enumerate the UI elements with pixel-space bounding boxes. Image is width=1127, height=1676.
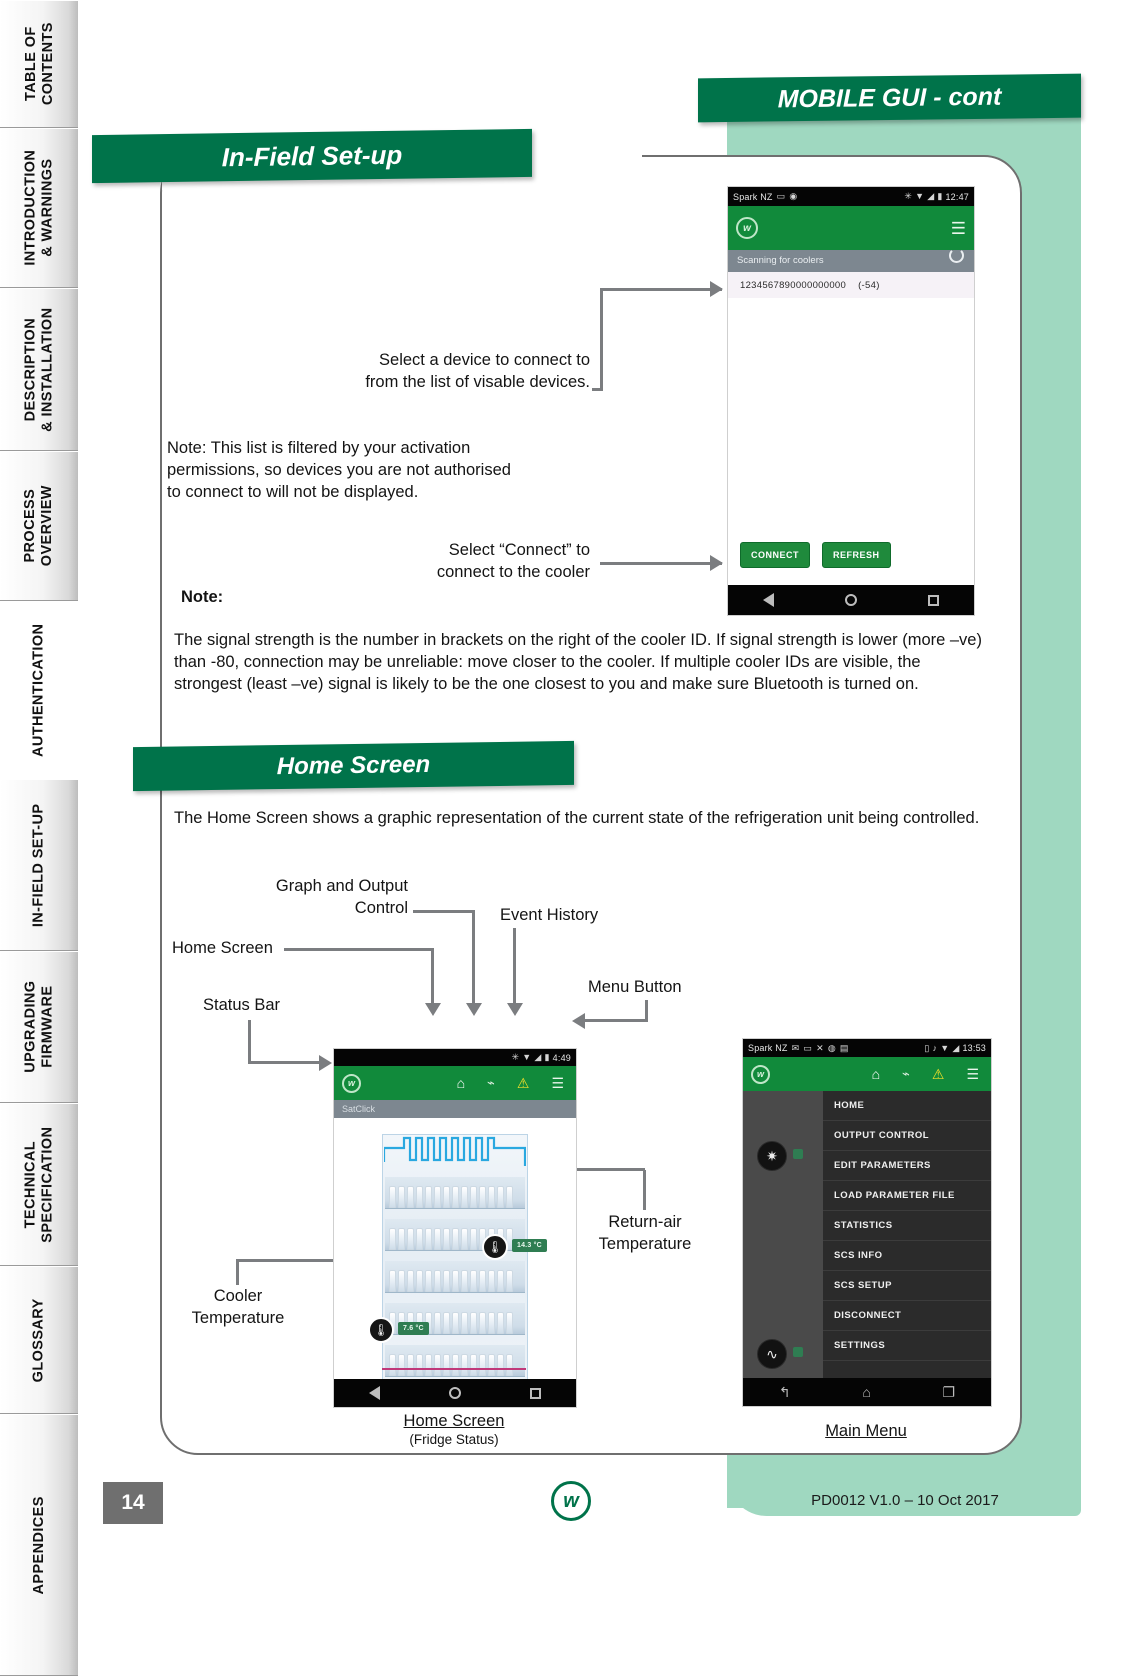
status-bar [728, 187, 974, 206]
signal-icon: ◢ [534, 1052, 542, 1062]
unit-name: SatClick [342, 1104, 376, 1114]
bottle-icon [398, 1270, 405, 1292]
scanning-label: Scanning for coolers [737, 255, 824, 266]
bottle-icon [479, 1312, 486, 1334]
callout-line-select-device-stub [592, 388, 602, 391]
callout-status-bar: Status Bar [203, 996, 281, 1014]
bottle-icon [443, 1354, 450, 1376]
bottle-icon [497, 1312, 504, 1334]
bottle-icon [398, 1186, 405, 1208]
bottle-icon [416, 1186, 423, 1208]
sidebar-item-label: INTRODUCTION & WARNINGS [22, 150, 55, 266]
sidebar-item-label: UPGRADING FIRMWARE [22, 980, 55, 1074]
mail-icon: ✉ [791, 1042, 800, 1053]
compressor-output-knob[interactable]: ∿ [757, 1339, 787, 1369]
app-logo-icon: w [736, 217, 758, 239]
bottle-icon [389, 1270, 396, 1292]
bottle-icon [488, 1270, 495, 1292]
bottle-icon [452, 1228, 459, 1250]
callout-line-cooler-temp-v [236, 1259, 239, 1285]
warning-icon[interactable]: ⚠ [931, 1065, 945, 1082]
menu-overlay-body [743, 1091, 991, 1396]
callout-line-event-history [513, 928, 516, 1006]
bottle-icon [470, 1186, 477, 1208]
note-signal-strength-text: The signal strength is the number in brackets on the right of the cooler ID. If signal strength is lower (more –ve) than -80, connection may be unreliable: move closer to the cooler. If multiple cooler IDs are visible, the strongest (least –ve) signal is likely to be the one closest to you and make sure Bluetooth is turned on. [174, 631, 982, 693]
bottle-icon [407, 1228, 414, 1250]
sidebar-item-authentication[interactable] [0, 601, 78, 779]
carrier-label: Spark NZ [748, 1043, 788, 1053]
callout-return-air-temperature: Return-air Temperature [598, 1213, 692, 1253]
bottle-icon [506, 1186, 513, 1208]
bluetooth-icon: ✳ [511, 1052, 520, 1062]
bottle-icon [443, 1270, 450, 1292]
system-nav-bar [728, 585, 974, 615]
compressor-output-badge [793, 1347, 803, 1357]
callout-line-return-air [565, 1168, 645, 1171]
bottle-icon [479, 1186, 486, 1208]
callout-select-connect: Select “Connect” to connect to the cooler [436, 541, 590, 581]
sidebar-item-label: TECHNICAL SPECIFICATION [22, 1126, 56, 1243]
hamburger-icon[interactable]: ☰ [966, 1065, 979, 1082]
refresh-button[interactable]: REFRESH [822, 542, 891, 568]
camera-icon: ◉ [789, 191, 798, 201]
carrier-label: Spark NZ [733, 191, 773, 202]
app-logo-icon: w [751, 1065, 770, 1084]
caption-title: Home Screen [403, 1412, 505, 1430]
menu-item-statistics[interactable]: STATISTICS [823, 1211, 991, 1241]
note-text: This list is filtered by your activation permissions, so devices you are not authorised to connect to will not be displayed. [167, 439, 511, 501]
home-icon[interactable]: ⌂ [456, 1075, 466, 1091]
callout-line-graph-output-v [472, 910, 475, 1006]
menu-item-home[interactable]: HOME [823, 1091, 991, 1121]
fridge-body [382, 1134, 528, 1386]
note-activation-permissions [167, 438, 527, 503]
signal-icon: ◢ [952, 1042, 960, 1053]
back-icon[interactable]: ↰ [778, 1383, 791, 1400]
bottle-icon [506, 1354, 513, 1376]
status-time: 4:49 [552, 1052, 571, 1063]
status-bar [334, 1049, 576, 1066]
chapter-title-banner [698, 74, 1081, 123]
fan-output-badge [793, 1149, 803, 1159]
bottle-icon [443, 1228, 450, 1250]
callout-line-select-connect [600, 562, 722, 565]
callout-cooler-temperature: Cooler Temperature [191, 1287, 285, 1327]
callout-menu-button: Menu Button [588, 978, 682, 996]
footer-logo-icon: w [536, 1478, 606, 1524]
callout-line-menu-button [585, 1019, 647, 1022]
fridge-status-graphic [334, 1118, 576, 1401]
menu-item-disconnect[interactable]: DISCONNECT [823, 1301, 991, 1331]
sidebar-item-glossary[interactable] [0, 1266, 78, 1414]
fridge-shelf [385, 1261, 525, 1293]
system-nav-bar [743, 1378, 991, 1406]
sd-icon: ▤ [839, 1042, 849, 1053]
cooler-temperature-badge: 7.6 °C [398, 1322, 429, 1335]
sync-icon: ◍ [827, 1042, 836, 1053]
bottle-icon [497, 1186, 504, 1208]
return-air-temperature-badge: 14.3 °C [512, 1239, 547, 1252]
sidebar-item-label: TABLE OF CONTENTS [22, 22, 56, 106]
callout-line-home-screen-v [431, 948, 434, 1006]
section-title-banner-in-field-setup [92, 129, 532, 183]
menu-item-output-control[interactable]: OUTPUT CONTROL [823, 1121, 991, 1151]
battery-icon: ▯ [924, 1042, 930, 1053]
bottle-icon [470, 1354, 477, 1376]
status-time: 13:53 [962, 1043, 986, 1053]
sidebar-item-label: PROCESS OVERVIEW [22, 485, 55, 567]
chapter-title-text: MOBILE GUI - cont [777, 82, 1002, 113]
callout-home-screen: Home Screen [172, 939, 273, 957]
sim-icon: ▭ [803, 1042, 813, 1053]
sidebar-item-technical-specification[interactable] [0, 1103, 78, 1266]
sidebar-item-upgrading-firmware[interactable] [0, 951, 78, 1103]
bottle-icon [452, 1354, 459, 1376]
bottle-icon [407, 1270, 414, 1292]
bottle-icon [443, 1186, 450, 1208]
menu-item-scs-setup[interactable]: SCS SETUP [823, 1271, 991, 1301]
graph-icon[interactable]: ⌁ [902, 1066, 910, 1081]
sidebar-item-appendices[interactable] [0, 1414, 78, 1676]
status-bar [743, 1039, 991, 1057]
app-bar [728, 206, 974, 250]
bottle-icon [479, 1354, 486, 1376]
callout-line-select-device [600, 288, 722, 291]
bottle-icon [425, 1186, 432, 1208]
recents-icon[interactable]: ❐ [942, 1383, 956, 1400]
bottle-icon [434, 1228, 441, 1250]
return-air-temperature-knob[interactable]: 🌡 [482, 1234, 508, 1260]
callout-arrow-graph-output [466, 1003, 482, 1016]
home-icon[interactable] [845, 594, 857, 606]
callout-line-home-screen [284, 948, 434, 951]
bottle-icon [407, 1354, 414, 1376]
recents-icon[interactable] [530, 1388, 541, 1399]
graph-icon[interactable]: ⌁ [487, 1075, 495, 1090]
scanning-status-bar [728, 250, 974, 272]
condenser-line [382, 1368, 526, 1370]
document-reference: PD0012 V1.0 – 10 Oct 2017 [811, 1492, 999, 1509]
app-bar-actions [457, 1075, 568, 1092]
callout-graph-output-control: Graph and Output Control [275, 877, 408, 917]
cooler-temperature-knob[interactable]: 🌡 [368, 1317, 394, 1343]
callout-select-device: Select a device to connect to from the list of visable devices. [365, 351, 590, 391]
bottle-icon [461, 1186, 468, 1208]
callout-arrow-select-device [710, 281, 723, 297]
caption-home-screen [333, 1412, 575, 1447]
scanning-spinner-icon [949, 248, 964, 263]
sidebar-tab-rail [0, 0, 78, 1676]
unit-title-bar [334, 1100, 576, 1118]
sidebar-item-label: AUTHENTICATION [30, 623, 47, 757]
wifi-icon: ▼ [940, 1042, 950, 1053]
home-icon[interactable]: ⌂ [862, 1384, 871, 1400]
bottle-icon [506, 1312, 513, 1334]
bottle-icon [461, 1270, 468, 1292]
sidebar-item-label: GLOSSARY [30, 1297, 47, 1383]
back-icon[interactable] [369, 1386, 380, 1400]
callout-line-status-bar [248, 1061, 322, 1064]
caption-main-menu [742, 1422, 990, 1441]
bottle-icon [389, 1228, 396, 1250]
bottle-icon [416, 1228, 423, 1250]
bottle-icon [398, 1228, 405, 1250]
bottle-icon [452, 1186, 459, 1208]
menu-item-edit-parameters[interactable]: EDIT PARAMETERS [823, 1151, 991, 1181]
bottle-icon [434, 1186, 441, 1208]
callout-line-status-bar-v [248, 1020, 251, 1064]
bottle-icon [470, 1312, 477, 1334]
fan-output-knob[interactable]: ✷ [757, 1141, 787, 1171]
callout-arrow-menu-button [572, 1013, 585, 1029]
sim-icon: ▭ [776, 191, 786, 201]
device-list-item[interactable] [728, 272, 974, 298]
bottle-icon [488, 1186, 495, 1208]
status-time: 12:47 [945, 191, 969, 202]
bottle-icon [434, 1312, 441, 1334]
app-bar-actions [872, 1066, 983, 1083]
home-screen-intro: The Home Screen shows a graphic representation of the current state of the refrigeration unit being controlled. [174, 809, 980, 827]
callout-event-history: Event History [500, 906, 599, 924]
section-title-text: In-Field Set-up [221, 139, 403, 172]
sidebar-item-introduction-warnings[interactable] [0, 128, 78, 288]
bottle-icon [497, 1270, 504, 1292]
bottle-icon [434, 1354, 441, 1376]
bottle-icon [470, 1228, 477, 1250]
callout-arrow-event-history [507, 1003, 523, 1016]
bottle-icon [398, 1354, 405, 1376]
battery-icon: ▮ [544, 1052, 550, 1062]
phone-screenshot-main-menu [742, 1038, 992, 1407]
bottle-icon [425, 1270, 432, 1292]
bottle-icon [389, 1186, 396, 1208]
sidebar-item-table-of-contents[interactable] [0, 0, 78, 128]
device-signal-strength: (-54) [858, 279, 880, 291]
fridge-shelf [385, 1177, 525, 1209]
section-title-banner-home-screen [133, 741, 574, 791]
action-button-row [740, 542, 891, 568]
connect-button[interactable]: CONNECT [740, 542, 810, 568]
back-icon[interactable] [763, 593, 774, 607]
callout-arrow-select-connect [710, 555, 723, 571]
app-logo-icon: w [342, 1074, 361, 1093]
bottle-icon [407, 1186, 414, 1208]
system-nav-bar [334, 1379, 576, 1407]
section-title-text: Home Screen [276, 750, 431, 781]
phone-screenshot-device-scan [727, 186, 975, 616]
menu-item-settings[interactable]: SETTINGS [823, 1331, 991, 1361]
home-icon[interactable] [449, 1387, 461, 1399]
bottle-icon [479, 1270, 486, 1292]
hamburger-icon[interactable]: ☰ [551, 1074, 564, 1091]
app-bar [743, 1057, 991, 1091]
sidebar-item-label: IN-FIELD SET-UP [30, 803, 47, 927]
wifi-icon: ▼ [915, 191, 925, 201]
bottle-icon [389, 1354, 396, 1376]
warning-icon[interactable]: ⚠ [516, 1074, 530, 1091]
bottle-icon [488, 1312, 495, 1334]
callout-arrow-status-bar [319, 1055, 332, 1071]
bottle-icon [452, 1312, 459, 1334]
callout-line-graph-output [413, 910, 475, 913]
signal-icon: ◢ [927, 191, 935, 201]
mute-icon: ♪ [932, 1042, 938, 1053]
hamburger-icon[interactable]: ☰ [950, 218, 966, 238]
sidebar-item-description-installation[interactable] [0, 288, 78, 451]
note-label: Note: [167, 439, 207, 457]
sidebar-item-process-overview[interactable] [0, 451, 78, 601]
bottle-icon [425, 1354, 432, 1376]
bottle-icon [461, 1354, 468, 1376]
note-label-signal: Note: [181, 588, 224, 606]
bottle-icon [416, 1270, 423, 1292]
main-menu-list [823, 1091, 991, 1396]
bottle-icon [416, 1354, 423, 1376]
caption-title: Main Menu [825, 1422, 907, 1440]
bottle-icon [461, 1228, 468, 1250]
menu-item-load-parameter-file[interactable]: LOAD PARAMETER FILE [823, 1181, 991, 1211]
bluetooth-icon: ✳ [904, 191, 913, 201]
fridge-shelf [385, 1345, 525, 1377]
page-number: 14 [103, 1482, 163, 1524]
sidebar-item-label: DESCRIPTION & INSTALLATION [22, 307, 55, 432]
bottle-icon [470, 1270, 477, 1292]
recents-icon[interactable] [928, 595, 939, 606]
shuffle-icon: ✕ [816, 1042, 824, 1053]
device-id: 1234567890000000000 [740, 279, 847, 291]
sidebar-item-in-field-set-up[interactable] [0, 779, 78, 951]
bottle-icon [488, 1354, 495, 1376]
bottle-icon [443, 1312, 450, 1334]
menu-item-scs-info[interactable]: SCS INFO [823, 1241, 991, 1271]
bottle-icon [497, 1354, 504, 1376]
phone-screenshot-home-screen [333, 1048, 577, 1408]
bottle-icon [434, 1270, 441, 1292]
bottle-icon [425, 1228, 432, 1250]
wifi-icon: ▼ [522, 1052, 532, 1062]
evaporator-coil-icon [384, 1136, 526, 1166]
caption-subtitle: (Fridge Status) [409, 1432, 499, 1447]
callout-line-select-device-v [600, 288, 603, 391]
app-bar [334, 1066, 576, 1100]
home-icon[interactable]: ⌂ [871, 1066, 881, 1082]
bottle-icon [461, 1312, 468, 1334]
bottle-icon [506, 1270, 513, 1292]
callout-line-return-air-v [643, 1170, 646, 1210]
sidebar-item-label: APPENDICES [30, 1495, 47, 1595]
battery-icon: ▮ [937, 191, 943, 201]
callout-arrow-home-screen [425, 1003, 441, 1016]
bottle-icon [452, 1270, 459, 1292]
